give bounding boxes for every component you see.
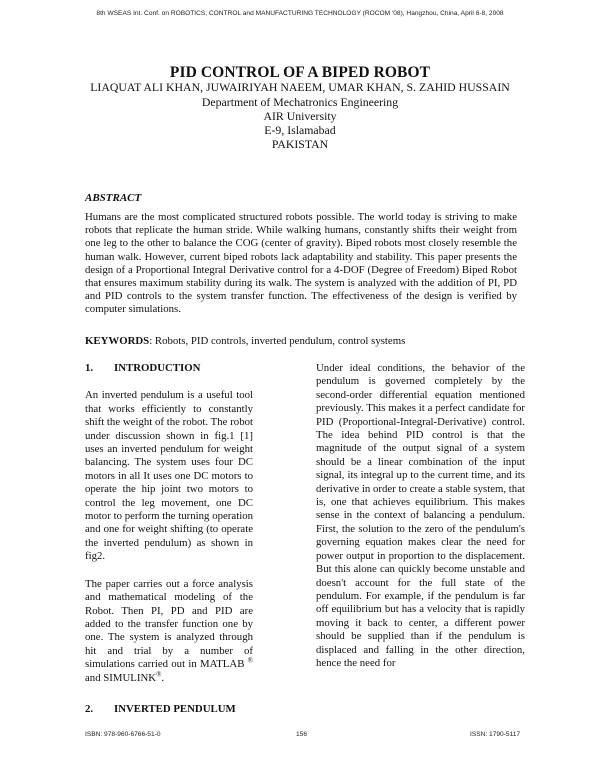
authors: LIAQUAT ALI KHAN, JUWAIRIYAH NAEEM, UMAR KHAN, S. ZAHID HUSSAIN [90, 80, 510, 94]
keywords-text: : Robots, PID controls, inverted pendulum, control systems [149, 335, 406, 347]
affiliation-city: E-9, Islamabad [264, 123, 336, 137]
intro-paragraph-2-end: . [161, 671, 165, 684]
footer-page-number: 156 [296, 731, 308, 738]
affiliation [0, 95, 600, 151]
intro-paragraph-2-and: and SIMULINK [85, 671, 157, 684]
abstract-heading: ABSTRACT [85, 192, 142, 204]
footer-issn: ISSN: 1790-5117 [470, 731, 521, 738]
section-1-number: 1. [85, 362, 94, 374]
footer-isbn: ISBN: 978-960-6766-51-0 [85, 731, 161, 738]
section-2-title: INVERTED PENDULUM [114, 702, 236, 715]
keywords [85, 335, 525, 347]
section-2-number: 2. [85, 702, 94, 715]
left-column [85, 362, 253, 716]
paper-title: PID CONTROL OF A BIPED ROBOT [169, 64, 431, 81]
affiliation-university: AIR University [263, 109, 337, 123]
section-1-heading [85, 362, 253, 375]
registered-mark-2: ® [156, 669, 162, 678]
pid-paragraph: Under ideal conditions, the behavior of the pendulum is governed completely by the second-order differential equation mentioned previously. This makes it a perfect candidate for PID (Proportional-Integral-Derivative) control. The idea behind PID control is that the magnitude of the output signal of a system should be a linear combination of the input signal, its integral up to the current time, and its derivative in order to create a stable system, that is, one that achieves equilibrium. This makes sense in the context of balancing a pendulum. First, the solution to the zero of the pendulum's governing equation makes clear the need for power output in proportion to the displacement. But this alone can quickly become unstable and doesn't account for the full state of the pendulum. For example, if the pendulum is far off equilibrium but has a velocity that is rapidly moving it back to center, a different power should be supplied than if the pendulum is displaced and falling in the other direction, hence the need for [316, 362, 525, 669]
intro-paragraph-2 [85, 578, 253, 685]
running-header: 8th WSEAS Int. Conf. on ROBOTICS, CONTROL and MANUFACTURING TECHNOLOGY (ROCOM '08), Hangzhou, China, April 6-8, 2008 [96, 10, 504, 17]
abstract-text: Humans are the most complicated structured robots possible. The world today is striving to make robots that replicate the human stride. While walking humans, constantly shifts their weight from one leg to the other to balance the COG (center of gravity). Biped robots most closely resemble the human walk. However, current biped robots lack adaptability and stability. This paper presents the design of a Proportional Integral Derivative control for a 4-DOF (Degree of Freedom) Biped Robot that ensures maximum stability during its walk. The system is analyzed with the addition of PI, PD and PID controls to the system transfer function. The effectiveness of the design is verified by computer simulations. [85, 211, 517, 316]
keywords-label: KEYWORDS [85, 335, 150, 347]
intro-paragraph-2-text: The paper carries out a force analysis and mathematical modeling of the Robot. Then PI, PD and PID are added to the transfer function one by one. The system is analyzed through hit and trial by a number of simulations carried out in MATLAB [85, 577, 253, 671]
affiliation-department: Department of Mechatronics Engineering [201, 95, 399, 109]
registered-mark-1: ® [247, 656, 253, 665]
section-1-title: INTRODUCTION [114, 362, 201, 374]
section-2-heading [85, 703, 253, 716]
affiliation-country: PAKISTAN [271, 137, 329, 151]
right-column [316, 362, 525, 670]
intro-paragraph-1: An inverted pendulum is a useful tool that works efficiently to constantly shift the weight of the robot. The robot under discussion shown in fig.1 [1] uses an inverted pendulum for weight balancing. The system uses four DC motors in all It uses one DC motors to operate the hip joint two motors to control the leg movement, one DC motor to perform the turning operation and one for weight shifting (to operate the inverted pendulum) as shown in fig2. [85, 389, 253, 563]
